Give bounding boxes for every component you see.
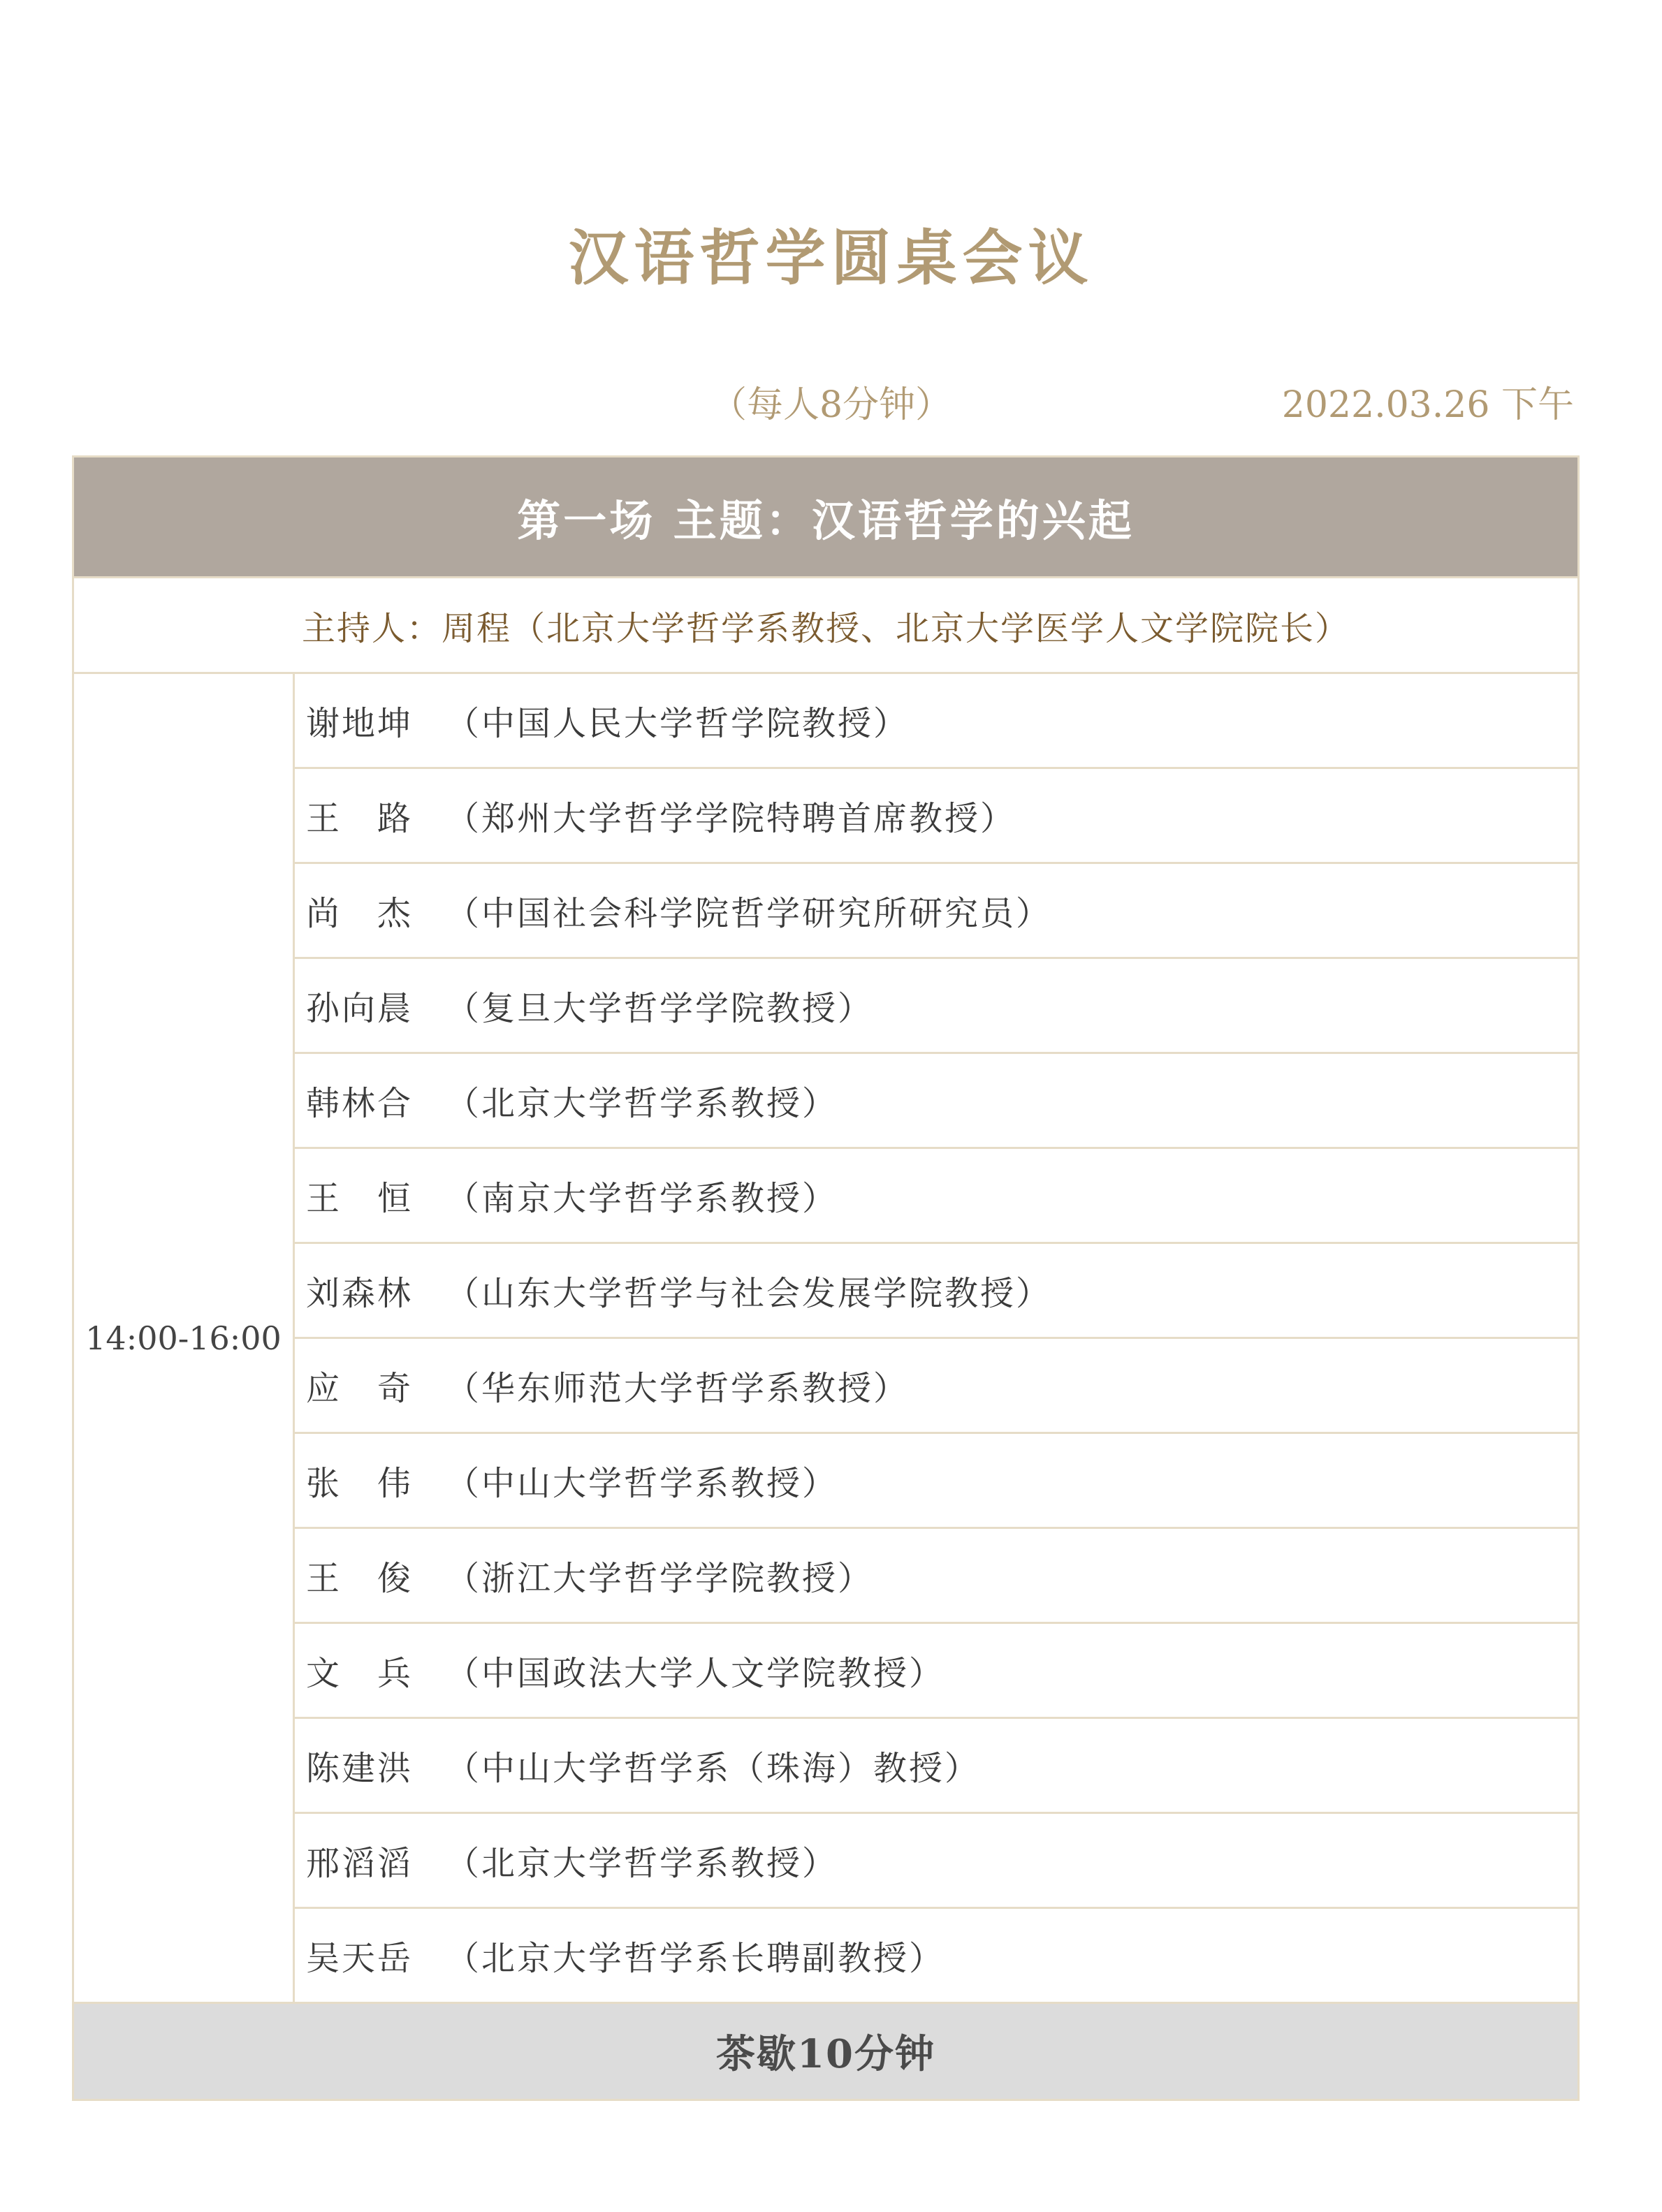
speaker-affiliation: （复旦大学哲学学院教授） <box>446 989 874 1028</box>
speaker-cell <box>294 1908 1579 2003</box>
speaker-row <box>73 1623 1579 1718</box>
speaker-row <box>73 1813 1579 1908</box>
speaker-cell <box>294 768 1579 863</box>
session-date: 2022.03.26 下午 <box>1281 384 1574 426</box>
speaker-row <box>73 1908 1579 2003</box>
page-title: 汉语哲学圆桌会议 <box>568 223 1094 293</box>
speaker-row <box>73 1718 1579 1813</box>
speaker-cell <box>294 1528 1579 1623</box>
speaker-affiliation: （华东师范大学哲学系教授） <box>446 1369 910 1408</box>
speaker-name: 谢地坤 <box>306 704 414 743</box>
speaker-name: 韩林合 <box>306 1084 414 1123</box>
speaker-name: 王 恒 <box>306 1179 414 1218</box>
speaker-cell <box>294 1148 1579 1243</box>
speaker-row <box>73 958 1579 1053</box>
speaker-affiliation: （山东大学哲学与社会发展学院教授） <box>446 1274 1052 1313</box>
speaker-affiliation: （南京大学哲学系教授） <box>446 1179 838 1218</box>
speaker-name: 尚 杰 <box>306 894 414 933</box>
speaker-name: 张 伟 <box>306 1464 414 1503</box>
speaker-affiliation: （浙江大学哲学学院教授） <box>446 1559 874 1598</box>
speaker-cell <box>294 1433 1579 1528</box>
speaker-affiliation: （中国社会科学院哲学研究所研究员） <box>446 894 1052 933</box>
speaker-affiliation: （中山大学哲学系教授） <box>446 1464 838 1503</box>
speaker-row <box>73 863 1579 958</box>
speaker-row <box>73 1433 1579 1528</box>
session-host: 主持人：周程（北京大学哲学系教授、北京大学医学人文学院院长） <box>73 578 1579 673</box>
speaker-cell <box>294 673 1579 768</box>
host-row <box>73 578 1579 673</box>
speaker-name: 刘森林 <box>306 1274 414 1313</box>
speaker-name: 王 路 <box>306 799 414 838</box>
speaker-name: 王 俊 <box>306 1559 414 1598</box>
speaker-row <box>73 768 1579 863</box>
speaker-row <box>73 1338 1579 1433</box>
speaker-affiliation: （北京大学哲学系教授） <box>446 1084 838 1123</box>
speaker-affiliation: （北京大学哲学系长聘副教授） <box>446 1939 945 1978</box>
speaker-row <box>73 1243 1579 1338</box>
break-row <box>73 2003 1579 2100</box>
speaker-cell <box>294 958 1579 1053</box>
speaker-row <box>73 1148 1579 1243</box>
session-header-row <box>73 457 1579 578</box>
speaker-cell <box>294 1623 1579 1718</box>
speaker-cell <box>294 863 1579 958</box>
speaker-row <box>73 673 1579 768</box>
tea-break-label: 茶歇10分钟 <box>73 2003 1579 2100</box>
speaker-cell <box>294 1243 1579 1338</box>
agenda-table <box>72 455 1580 2101</box>
speaker-cell <box>294 1053 1579 1148</box>
speaker-name: 吴天岳 <box>306 1939 414 1978</box>
speaker-name: 邢滔滔 <box>306 1844 414 1883</box>
speaker-cell <box>294 1338 1579 1433</box>
speaker-affiliation: （郑州大学哲学学院特聘首席教授） <box>446 799 1016 838</box>
speaker-affiliation: （中山大学哲学系（珠海）教授） <box>446 1749 981 1788</box>
time-per-speaker-note: （每人8分钟） <box>710 384 952 426</box>
speaker-affiliation: （中国政法大学人文学院教授） <box>446 1654 945 1693</box>
speaker-cell <box>294 1718 1579 1813</box>
speaker-name: 孙向晨 <box>306 989 414 1028</box>
speaker-row <box>73 1528 1579 1623</box>
session-title: 第一场 主题：汉语哲学的兴起 <box>73 457 1579 578</box>
speaker-name: 应 奇 <box>306 1369 414 1408</box>
speaker-affiliation: （北京大学哲学系教授） <box>446 1844 838 1883</box>
session-time: 14:00-16:00 <box>73 673 294 2003</box>
speaker-name: 陈建洪 <box>306 1749 414 1788</box>
speaker-name: 文 兵 <box>306 1654 414 1693</box>
speaker-cell <box>294 1813 1579 1908</box>
speaker-row <box>73 1053 1579 1148</box>
speaker-affiliation: （中国人民大学哲学院教授） <box>446 704 910 743</box>
